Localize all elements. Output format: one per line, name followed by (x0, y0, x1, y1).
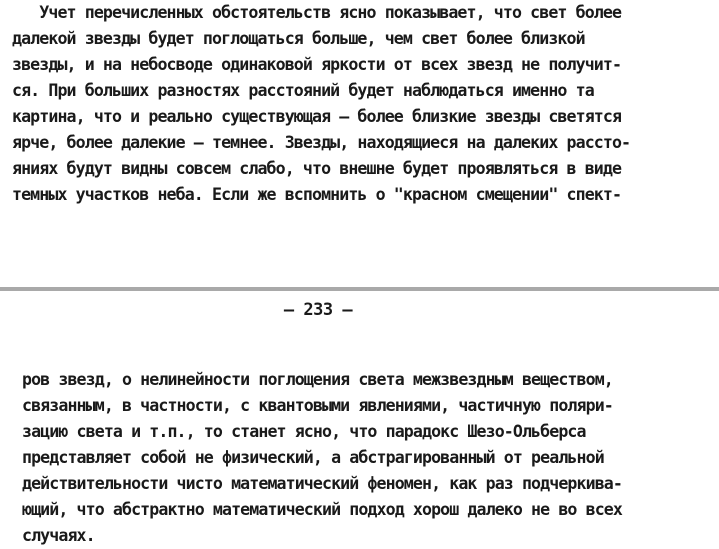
text-line: действительности чисто математический феномен, как раз подчеркива- (22, 474, 622, 493)
page-number: – 233 – (283, 300, 353, 320)
lower-page-text (22, 367, 622, 549)
text-line: случаях. (22, 526, 95, 545)
text-line: картина, что и реально существующая – более близкие звезды светятся (12, 107, 622, 126)
text-line: ярче, более далекие – темнее. Звезды, находящиеся на далеких рассто- (12, 133, 631, 152)
text-line: ров звезд, о нелинейности поглощения света межзвездным веществом, (22, 370, 613, 389)
text-line: яниях будут видны совсем слабо, что внешне будет проявляться в виде (12, 159, 622, 178)
text-line: далекой звезды будет поглощаться больше, чем свет более близкой (12, 29, 585, 48)
text-line: ся. При больших разностях расстояний будет наблюдаться именно та (12, 81, 594, 100)
text-line: Учет перечисленных обстоятельств ясно показывает, что свет более (12, 3, 622, 22)
upper-page-text (12, 0, 630, 208)
text-line: представляет собой не физический, а абстрагированный от реальной (22, 448, 604, 467)
text-line: связанным, в частности, с квантовыми явлениями, частичную поляри- (22, 396, 613, 415)
text-line: зацию света и т.п., то станет ясно, что парадокс Шезо-Ольберса (22, 422, 586, 441)
text-line: темных участков неба. Если же вспомнить о "красном смещении" спект- (12, 185, 622, 204)
text-line: ющий, что абстрактно математический подход хорош далеко не во всех (22, 500, 622, 519)
text-line: звезды, и на небосводе одинаковой яркости от всех звезд не получит- (12, 55, 622, 74)
